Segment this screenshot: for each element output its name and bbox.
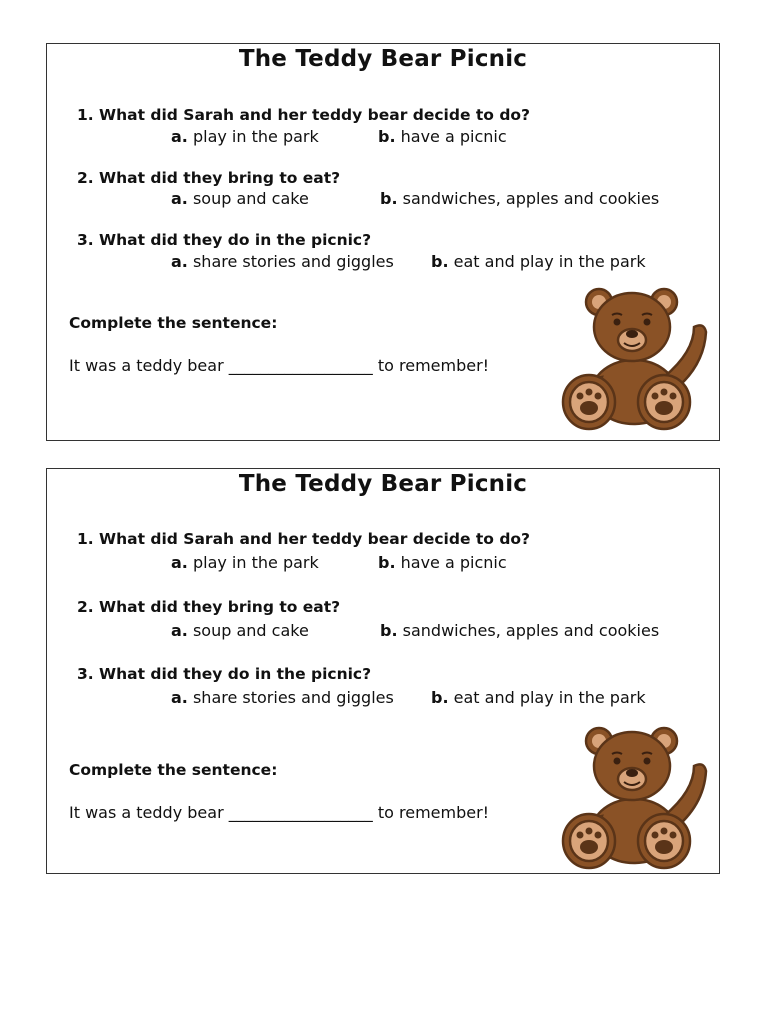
option-a: a. soup and cake (171, 621, 309, 640)
question-text: What did Sarah and her teddy bear decide to do? (99, 530, 531, 548)
question-3 (77, 665, 371, 683)
question-1 (77, 106, 530, 124)
option-b: b. eat and play in the park (431, 252, 646, 271)
option-a: a. soup and cake (171, 189, 309, 208)
answer-blank: __________________ (228, 803, 373, 822)
question-2 (77, 169, 340, 187)
card-title: The Teddy Bear Picnic (238, 471, 528, 497)
option-b: b. sandwiches, apples and cookies (380, 621, 660, 640)
option-b: b. sandwiches, apples and cookies (380, 189, 660, 208)
question-text: What did they do in the picnic? (99, 231, 372, 249)
teddy-bear-illustration (554, 282, 714, 432)
option-a: a. share stories and giggles (171, 252, 394, 271)
complete-heading: Complete the sentence: (69, 761, 278, 779)
answer-blank: __________________ (228, 356, 373, 375)
question-text: What did Sarah and her teddy bear decide to do? (99, 106, 531, 124)
question-number: 3. (77, 231, 94, 249)
option-b: b. eat and play in the park (431, 688, 646, 707)
complete-heading: Complete the sentence: (69, 314, 278, 332)
fill-in-sentence: It was a teddy bear __________________ to remember! (69, 803, 490, 822)
question-number: 2. (77, 598, 94, 616)
option-b: b. have a picnic (378, 127, 507, 146)
question-text: What did they bring to eat? (99, 598, 341, 616)
option-a: a. share stories and giggles (171, 688, 394, 707)
question-number: 1. (77, 106, 94, 124)
teddy-bear-illustration (554, 721, 714, 871)
question-number: 1. (77, 530, 94, 548)
fill-in-sentence: It was a teddy bear __________________ to remember! (69, 356, 490, 375)
option-b: b. have a picnic (378, 553, 507, 572)
question-text: What did they do in the picnic? (99, 665, 372, 683)
worksheet-card-2 (46, 468, 720, 874)
option-a: a. play in the park (171, 127, 319, 146)
card-title: The Teddy Bear Picnic (238, 46, 528, 72)
question-2 (77, 598, 340, 616)
question-number: 3. (77, 665, 94, 683)
question-text: What did they bring to eat? (99, 169, 341, 187)
question-3 (77, 231, 371, 249)
option-a: a. play in the park (171, 553, 319, 572)
question-1 (77, 530, 530, 548)
worksheet-card-1 (46, 43, 720, 441)
question-number: 2. (77, 169, 94, 187)
